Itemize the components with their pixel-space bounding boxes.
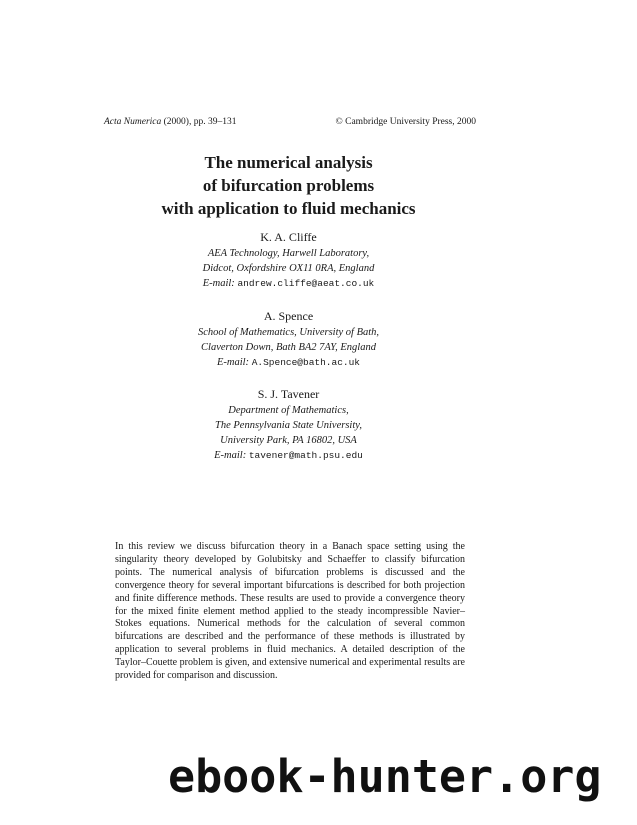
author-spence <box>0 307 577 370</box>
email-address[interactable]: A.Spence@bath.ac.uk <box>251 357 361 368</box>
email-label: E-mail: <box>216 357 250 368</box>
email-line <box>0 276 577 291</box>
citation-pages: (2000), pp. 39–131 <box>161 117 237 127</box>
affiliation-line: AEA Technology, Harwell Laboratory, <box>207 248 370 259</box>
abstract-text: In this review we discuss bifurcation theory in a Banach space setting using the singularity theory developed by Golubitsky and Schaeffer to classify bifurcation points. The numerical analysis of bifurcation problems is discussed and the convergence theory for several important bifurcations is described for both projection and finite difference methods. These results are used to provide a convergence theory for the mixed finite element method applied to the steady incompressible Navier–Stokes equations. Numerical methods for the calculation of several common bifurcations are described and the performance of these methods is illustrated by application to several problems in fluid mechanics. A detailed description of the Taylor–Couette problem is given, and extensive numerical and experimental results are provided for comparison and discussion. <box>115 541 465 682</box>
author-name: S. J. Tavener <box>257 387 320 401</box>
journal-citation <box>104 117 236 127</box>
journal-name: Acta Numerica <box>104 117 162 127</box>
author-cliffe <box>0 228 577 291</box>
affiliation-line: The Pennsylvania State University, <box>215 420 362 431</box>
affiliation-line: Claverton Down, Bath BA2 7AY, England <box>201 342 376 353</box>
affiliation-line: School of Mathematics, University of Bath, <box>197 327 380 338</box>
affiliation-line: University Park, PA 16802, USA <box>220 435 357 446</box>
affiliation-line: Didcot, Oxfordshire OX11 0RA, England <box>202 263 375 274</box>
affiliation-line: Department of Mathematics, <box>228 405 349 416</box>
title-line: with application to fluid mechanics <box>161 199 416 218</box>
title-line: The numerical analysis <box>204 153 373 172</box>
email-address[interactable]: tavener@math.psu.edu <box>248 450 363 461</box>
email-label: E-mail: <box>202 278 235 289</box>
watermark-text: ebook-hunter.org <box>168 750 602 803</box>
email-line <box>0 355 577 370</box>
author-name: K. A. Cliffe <box>260 230 317 244</box>
author-tavener <box>0 385 577 463</box>
email-address[interactable]: andrew.cliffe@aeat.co.uk <box>237 278 375 289</box>
author-name: A. Spence <box>263 309 314 323</box>
title-line: of bifurcation problems <box>202 176 375 195</box>
copyright-notice: © Cambridge University Press, 2000 <box>335 117 476 127</box>
email-label: E-mail: <box>214 450 247 461</box>
email-line <box>0 448 577 463</box>
paper-title <box>0 151 577 220</box>
